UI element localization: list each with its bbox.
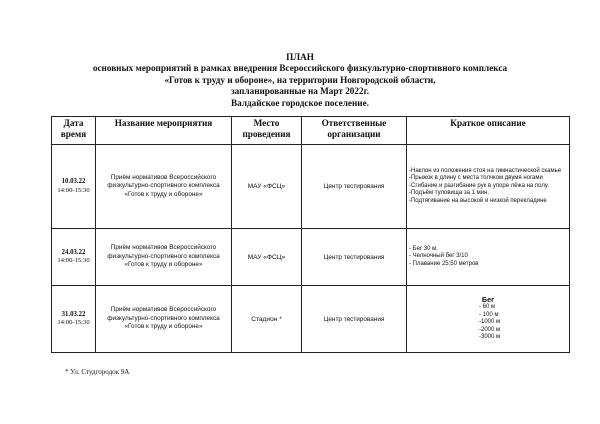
event-name: Приём нормативов Всероссийского физкультурно-спортивного комплекса «Готов к труду и обороне» [96, 145, 232, 229]
header-date: Дата время [52, 117, 96, 145]
plan-subtitle-gto: «Готов к труду и обороне», на территории Новгородской области, [164, 74, 436, 85]
description-item: - 60 м [479, 304, 496, 311]
event-place: Стадион * [232, 286, 302, 353]
event-org: Центр тестирования [302, 286, 407, 353]
description-item: -Подъём туловища за 1 мин. [409, 190, 490, 197]
events-table [51, 116, 570, 353]
table-row [52, 286, 570, 353]
footnote: * Ул. Студгородок 9А [65, 368, 130, 376]
description-item: - Челночный бег 3/10 [409, 253, 468, 260]
event-org: Центр тестирования [302, 145, 407, 229]
event-name: Приём нормативов Всероссийского физкультурно-спортивного комплекса «Готов к труду и обороне» [96, 229, 232, 286]
event-date: 31.03.22 [61, 310, 86, 318]
plan-title-block [0, 52, 600, 109]
description-item: - Бег 30 м. [409, 245, 438, 252]
table-row [52, 229, 570, 286]
plan-subtitle: основных мероприятий в рамках внедрения Всероссийского физкультурно-спортивного комплекса [92, 63, 508, 74]
description-item: -Наклон из положения стоя на гимнастической скамье [409, 167, 562, 174]
event-time: 14:00-15:30 [57, 186, 90, 194]
header-name: Название мероприятия [96, 117, 232, 145]
description-item: -Сгибание и разгибание рук в упоре лёжа на полу. [409, 182, 549, 189]
table-row [52, 145, 570, 229]
description-item: -Подтягивание на высокой и низкой перекладине [409, 197, 547, 204]
event-place: МАУ «ФСЦ» [232, 229, 302, 286]
event-description [407, 145, 570, 229]
date-cell [52, 145, 96, 229]
plan-settlement: Валдайское городское поселение. [231, 97, 369, 108]
description-item: -3000 м [479, 334, 501, 341]
date-cell [52, 286, 96, 353]
date-cell [52, 229, 96, 286]
event-place: МАУ «ФСЦ» [232, 145, 302, 229]
header-place: Место проведения [232, 117, 302, 145]
event-org: Центр тестирования [302, 229, 407, 286]
description-item: - 100 м [479, 311, 499, 318]
plan-period: запланированные на Март 2022г. [230, 86, 369, 97]
header-org: Ответственные организации [302, 117, 407, 145]
event-description [407, 286, 570, 353]
event-time: 14:00-15:30 [57, 319, 90, 326]
description-item: -1000 м [479, 319, 501, 326]
event-name: Приём нормативов Всероссийского физкультурно-спортивного комплекса «Готов к труду и обороне» [96, 286, 232, 353]
description-item: - Плавание 25;50 метров [409, 260, 479, 267]
description-item: -2000 м [479, 326, 501, 333]
header-desc: Краткое описание [407, 117, 570, 145]
event-time: 14:00-15:30 [57, 257, 90, 264]
table-header-row [52, 117, 570, 145]
plan-title: ПЛАН [286, 52, 314, 62]
description-title: Бег [481, 295, 495, 305]
description-item: -Прыжок в длину с места толчком двумя ногами [409, 175, 543, 182]
event-date: 10.03.22 [61, 178, 86, 186]
event-description [407, 229, 570, 286]
event-date: 24.03.22 [61, 248, 86, 256]
